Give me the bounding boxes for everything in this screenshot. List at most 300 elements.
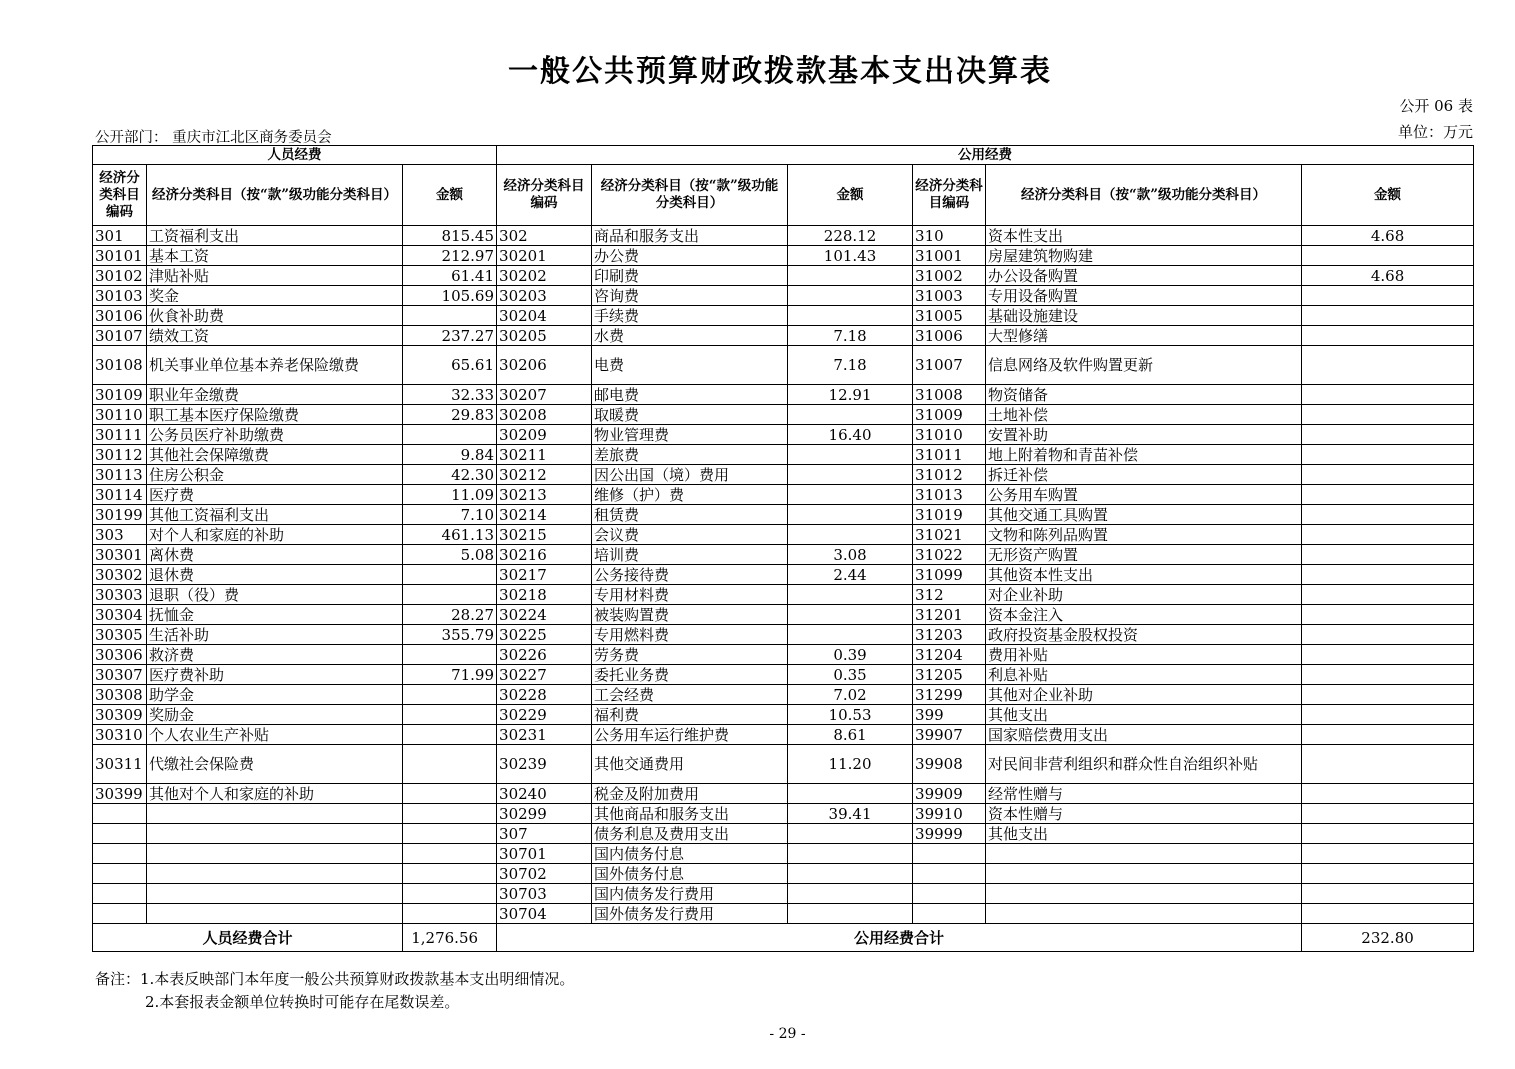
amount-cell bbox=[1302, 745, 1474, 784]
item-cell: 手续费 bbox=[592, 306, 788, 326]
item-cell: 其他交通工具购置 bbox=[986, 505, 1302, 525]
unit-label: 单位：万元 bbox=[1397, 123, 1473, 141]
item-cell: 助学金 bbox=[147, 685, 403, 705]
amount-cell bbox=[788, 306, 913, 326]
amount-cell: 16.40 bbox=[788, 425, 913, 445]
code-cell: 31099 bbox=[913, 565, 986, 585]
code-cell: 31012 bbox=[913, 465, 986, 485]
amount-cell bbox=[1302, 465, 1474, 485]
amount-cell bbox=[403, 685, 497, 705]
code-cell: 30212 bbox=[497, 465, 592, 485]
item-cell bbox=[147, 804, 403, 824]
code-cell: 39999 bbox=[913, 824, 986, 844]
code-cell: 30208 bbox=[497, 405, 592, 425]
code-cell: 30302 bbox=[93, 565, 147, 585]
code-cell: 30205 bbox=[497, 326, 592, 346]
public-total-label: 公用经费合计 bbox=[497, 924, 1302, 952]
amount-cell bbox=[788, 844, 913, 864]
code-cell: 30216 bbox=[497, 545, 592, 565]
amount-cell bbox=[1302, 725, 1474, 745]
code-cell: 31008 bbox=[913, 385, 986, 405]
code-cell: 30203 bbox=[497, 286, 592, 306]
item-cell: 大型修缮 bbox=[986, 326, 1302, 346]
amount-cell bbox=[403, 784, 497, 804]
amount-cell bbox=[1302, 445, 1474, 465]
code-cell: 30301 bbox=[93, 545, 147, 565]
amount-cell: 71.99 bbox=[403, 665, 497, 685]
item-cell: 津贴补贴 bbox=[147, 266, 403, 286]
item-cell: 公务用车运行维护费 bbox=[592, 725, 788, 745]
item-cell: 土地补偿 bbox=[986, 405, 1302, 425]
code-cell: 30226 bbox=[497, 645, 592, 665]
item-cell: 差旅费 bbox=[592, 445, 788, 465]
personnel-total-value: 1,276.56 bbox=[403, 924, 497, 952]
table-row bbox=[93, 226, 1474, 246]
col-header-amount: 金额 bbox=[1302, 165, 1474, 226]
amount-cell bbox=[788, 405, 913, 425]
code-cell: 301 bbox=[93, 226, 147, 246]
amount-cell bbox=[1302, 405, 1474, 425]
item-cell bbox=[147, 904, 403, 924]
amount-cell: 32.33 bbox=[403, 385, 497, 405]
amount-cell bbox=[788, 485, 913, 505]
code-cell: 303 bbox=[93, 525, 147, 545]
amount-cell: 212.97 bbox=[403, 246, 497, 266]
item-cell: 房屋建筑物购建 bbox=[986, 246, 1302, 266]
code-cell: 31205 bbox=[913, 665, 986, 685]
note-line: 备注：1.本表反映部门本年度一般公共预算财政拨款基本支出明细情况。 bbox=[95, 970, 575, 988]
code-cell: 30112 bbox=[93, 445, 147, 465]
code-cell: 30399 bbox=[93, 784, 147, 804]
item-cell: 其他交通费用 bbox=[592, 745, 788, 784]
amount-cell: 5.08 bbox=[403, 545, 497, 565]
item-cell: 专用材料费 bbox=[592, 585, 788, 605]
amount-cell bbox=[403, 844, 497, 864]
amount-cell bbox=[1302, 525, 1474, 545]
amount-cell bbox=[403, 565, 497, 585]
amount-cell bbox=[788, 465, 913, 485]
table-row bbox=[93, 425, 1474, 445]
code-cell bbox=[93, 864, 147, 884]
col-header-amount: 金额 bbox=[788, 165, 913, 226]
code-cell bbox=[93, 824, 147, 844]
code-cell: 30240 bbox=[497, 784, 592, 804]
amount-cell bbox=[1302, 585, 1474, 605]
code-cell: 30114 bbox=[93, 485, 147, 505]
amount-cell: 7.02 bbox=[788, 685, 913, 705]
item-cell: 劳务费 bbox=[592, 645, 788, 665]
item-cell: 医疗费 bbox=[147, 485, 403, 505]
item-cell: 其他社会保障缴费 bbox=[147, 445, 403, 465]
amount-cell bbox=[788, 585, 913, 605]
amount-cell bbox=[403, 306, 497, 326]
code-cell: 30702 bbox=[497, 864, 592, 884]
code-cell: 30309 bbox=[93, 705, 147, 725]
table-row bbox=[93, 884, 1474, 904]
amount-cell bbox=[788, 864, 913, 884]
item-cell: 咨询费 bbox=[592, 286, 788, 306]
table-row bbox=[93, 864, 1474, 884]
page-title: 一般公共预算财政拨款基本支出决算表 bbox=[508, 54, 1052, 89]
item-cell: 生活补助 bbox=[147, 625, 403, 645]
amount-cell bbox=[1302, 425, 1474, 445]
item-cell: 伙食补助费 bbox=[147, 306, 403, 326]
amount-cell bbox=[403, 645, 497, 665]
item-cell: 退职（役）费 bbox=[147, 585, 403, 605]
amount-cell bbox=[788, 266, 913, 286]
code-cell: 30703 bbox=[497, 884, 592, 904]
code-cell: 30214 bbox=[497, 505, 592, 525]
amount-cell bbox=[1302, 286, 1474, 306]
col-header-code: 经济分类科目编码 bbox=[497, 165, 592, 226]
amount-cell bbox=[788, 605, 913, 625]
amount-cell bbox=[1302, 645, 1474, 665]
code-cell: 31009 bbox=[913, 405, 986, 425]
code-cell: 312 bbox=[913, 585, 986, 605]
code-cell bbox=[93, 804, 147, 824]
item-cell: 公务接待费 bbox=[592, 565, 788, 585]
amount-cell: 101.43 bbox=[788, 246, 913, 266]
item-cell bbox=[147, 824, 403, 844]
item-cell: 抚恤金 bbox=[147, 605, 403, 625]
col-header-code: 经济分类科目编码 bbox=[93, 165, 147, 226]
item-cell: 医疗费补助 bbox=[147, 665, 403, 685]
amount-cell bbox=[788, 286, 913, 306]
item-cell: 国外债务发行费用 bbox=[592, 904, 788, 924]
code-cell: 30107 bbox=[93, 326, 147, 346]
personnel-group-header: 人员经费 bbox=[93, 146, 497, 165]
table-row bbox=[93, 485, 1474, 505]
amount-cell: 2.44 bbox=[788, 565, 913, 585]
amount-cell: 0.39 bbox=[788, 645, 913, 665]
code-cell: 39910 bbox=[913, 804, 986, 824]
amount-cell: 4.68 bbox=[1302, 226, 1474, 246]
code-cell: 30228 bbox=[497, 685, 592, 705]
item-cell: 公务员医疗补助缴费 bbox=[147, 425, 403, 445]
amount-cell bbox=[403, 745, 497, 784]
table-row bbox=[93, 505, 1474, 525]
amount-cell bbox=[788, 884, 913, 904]
item-cell: 其他对个人和家庭的补助 bbox=[147, 784, 403, 804]
table-row bbox=[93, 306, 1474, 326]
table-row bbox=[93, 346, 1474, 385]
item-cell: 救济费 bbox=[147, 645, 403, 665]
item-cell: 对民间非营利组织和群众性自治组织补贴 bbox=[986, 745, 1302, 784]
table-row bbox=[93, 465, 1474, 485]
amount-cell bbox=[403, 824, 497, 844]
code-cell: 30304 bbox=[93, 605, 147, 625]
amount-cell bbox=[788, 505, 913, 525]
item-cell: 职工基本医疗保险缴费 bbox=[147, 405, 403, 425]
amount-cell: 237.27 bbox=[403, 326, 497, 346]
code-cell: 31013 bbox=[913, 485, 986, 505]
code-cell: 39909 bbox=[913, 784, 986, 804]
amount-cell: 4.68 bbox=[1302, 266, 1474, 286]
item-cell: 福利费 bbox=[592, 705, 788, 725]
code-cell: 30111 bbox=[93, 425, 147, 445]
amount-cell: 42.30 bbox=[403, 465, 497, 485]
code-cell: 31010 bbox=[913, 425, 986, 445]
code-cell: 30204 bbox=[497, 306, 592, 326]
item-cell: 邮电费 bbox=[592, 385, 788, 405]
notes bbox=[95, 968, 574, 1014]
item-cell: 委托业务费 bbox=[592, 665, 788, 685]
amount-cell: 11.09 bbox=[403, 485, 497, 505]
amount-cell bbox=[788, 625, 913, 645]
item-cell: 对企业补助 bbox=[986, 585, 1302, 605]
item-cell: 奖金 bbox=[147, 286, 403, 306]
amount-cell bbox=[1302, 864, 1474, 884]
table-row bbox=[93, 445, 1474, 465]
item-cell: 会议费 bbox=[592, 525, 788, 545]
item-cell bbox=[986, 844, 1302, 864]
item-cell: 个人农业生产补贴 bbox=[147, 725, 403, 745]
item-cell: 被装购置费 bbox=[592, 605, 788, 625]
code-cell bbox=[913, 904, 986, 924]
item-cell: 其他支出 bbox=[986, 705, 1302, 725]
item-cell: 拆迁补偿 bbox=[986, 465, 1302, 485]
item-cell: 绩效工资 bbox=[147, 326, 403, 346]
item-cell: 维修（护）费 bbox=[592, 485, 788, 505]
item-cell: 其他支出 bbox=[986, 824, 1302, 844]
code-cell: 31299 bbox=[913, 685, 986, 705]
table-row bbox=[93, 844, 1474, 864]
table-row bbox=[93, 665, 1474, 685]
table-row bbox=[93, 585, 1474, 605]
code-cell: 31003 bbox=[913, 286, 986, 306]
amount-cell: 355.79 bbox=[403, 625, 497, 645]
amount-cell bbox=[1302, 505, 1474, 525]
table-row bbox=[93, 326, 1474, 346]
item-cell: 职业年金缴费 bbox=[147, 385, 403, 405]
code-cell bbox=[913, 864, 986, 884]
amount-cell bbox=[1302, 605, 1474, 625]
code-cell: 31203 bbox=[913, 625, 986, 645]
table-row bbox=[93, 545, 1474, 565]
budget-table bbox=[92, 145, 1474, 952]
item-cell: 利息补贴 bbox=[986, 665, 1302, 685]
item-cell: 住房公积金 bbox=[147, 465, 403, 485]
code-cell: 30215 bbox=[497, 525, 592, 545]
table-row bbox=[93, 824, 1474, 844]
amount-cell: 39.41 bbox=[788, 804, 913, 824]
amount-cell: 7.18 bbox=[788, 326, 913, 346]
col-header-item: 经济分类科目（按“款”级功能分类科目） bbox=[147, 165, 403, 226]
item-cell: 专用燃料费 bbox=[592, 625, 788, 645]
amount-cell: 29.83 bbox=[403, 405, 497, 425]
amount-cell bbox=[788, 784, 913, 804]
personnel-total-label: 人员经费合计 bbox=[93, 924, 403, 952]
item-cell: 税金及附加费用 bbox=[592, 784, 788, 804]
item-cell: 商品和服务支出 bbox=[592, 226, 788, 246]
public-group-header: 公用经费 bbox=[497, 146, 1474, 165]
code-cell: 30109 bbox=[93, 385, 147, 405]
amount-cell bbox=[403, 425, 497, 445]
amount-cell bbox=[788, 445, 913, 465]
code-cell: 30199 bbox=[93, 505, 147, 525]
code-cell: 30106 bbox=[93, 306, 147, 326]
item-cell: 经常性赠与 bbox=[986, 784, 1302, 804]
code-cell: 31204 bbox=[913, 645, 986, 665]
col-header-code: 经济分类科目编码 bbox=[913, 165, 986, 226]
col-header-item: 经济分类科目（按“款”级功能分类科目） bbox=[986, 165, 1302, 226]
amount-cell bbox=[1302, 844, 1474, 864]
item-cell bbox=[147, 844, 403, 864]
amount-cell bbox=[403, 904, 497, 924]
amount-cell: 8.61 bbox=[788, 725, 913, 745]
table-row bbox=[93, 725, 1474, 745]
code-cell: 31201 bbox=[913, 605, 986, 625]
col-header-item: 经济分类科目（按“款”级功能分类科目） bbox=[592, 165, 788, 226]
table-row bbox=[93, 286, 1474, 306]
amount-cell: 105.69 bbox=[403, 286, 497, 306]
table-row bbox=[93, 804, 1474, 824]
amount-cell bbox=[1302, 385, 1474, 405]
item-cell: 工资福利支出 bbox=[147, 226, 403, 246]
item-cell: 电费 bbox=[592, 346, 788, 385]
code-cell: 399 bbox=[913, 705, 986, 725]
item-cell: 文物和陈列品购置 bbox=[986, 525, 1302, 545]
item-cell: 其他商品和服务支出 bbox=[592, 804, 788, 824]
amount-cell: 3.08 bbox=[788, 545, 913, 565]
table-row bbox=[93, 565, 1474, 585]
amount-cell bbox=[1302, 665, 1474, 685]
public-total-value: 232.80 bbox=[1302, 924, 1474, 952]
item-cell: 物资储备 bbox=[986, 385, 1302, 405]
table-row bbox=[93, 685, 1474, 705]
item-cell: 安置补助 bbox=[986, 425, 1302, 445]
table-row bbox=[93, 705, 1474, 725]
item-cell: 对个人和家庭的补助 bbox=[147, 525, 403, 545]
code-cell: 30310 bbox=[93, 725, 147, 745]
code-cell: 310 bbox=[913, 226, 986, 246]
amount-cell bbox=[1302, 685, 1474, 705]
item-cell: 无形资产购置 bbox=[986, 545, 1302, 565]
code-cell: 31011 bbox=[913, 445, 986, 465]
table-row bbox=[93, 525, 1474, 545]
amount-cell bbox=[403, 725, 497, 745]
amount-cell bbox=[1302, 485, 1474, 505]
amount-cell bbox=[403, 864, 497, 884]
item-cell: 专用设备购置 bbox=[986, 286, 1302, 306]
item-cell bbox=[986, 864, 1302, 884]
item-cell: 培训费 bbox=[592, 545, 788, 565]
code-cell: 31002 bbox=[913, 266, 986, 286]
item-cell: 水费 bbox=[592, 326, 788, 346]
item-cell: 奖励金 bbox=[147, 705, 403, 725]
item-cell: 国内债务发行费用 bbox=[592, 884, 788, 904]
code-cell bbox=[913, 884, 986, 904]
code-cell: 30101 bbox=[93, 246, 147, 266]
item-cell: 地上附着物和青苗补偿 bbox=[986, 445, 1302, 465]
code-cell: 30306 bbox=[93, 645, 147, 665]
amount-cell bbox=[1302, 784, 1474, 804]
amount-cell: 65.61 bbox=[403, 346, 497, 385]
amount-cell bbox=[1302, 705, 1474, 725]
table-row bbox=[93, 625, 1474, 645]
item-cell: 办公费 bbox=[592, 246, 788, 266]
amount-cell bbox=[1302, 246, 1474, 266]
col-header-amount: 金额 bbox=[403, 165, 497, 226]
item-cell: 债务利息及费用支出 bbox=[592, 824, 788, 844]
item-cell: 其他对企业补助 bbox=[986, 685, 1302, 705]
code-cell: 30299 bbox=[497, 804, 592, 824]
code-cell: 31001 bbox=[913, 246, 986, 266]
table-row bbox=[93, 784, 1474, 804]
amount-cell bbox=[403, 804, 497, 824]
code-cell: 30213 bbox=[497, 485, 592, 505]
code-cell: 30311 bbox=[93, 745, 147, 784]
table-row bbox=[93, 266, 1474, 286]
code-cell bbox=[93, 884, 147, 904]
table-row bbox=[93, 246, 1474, 266]
code-cell: 30207 bbox=[497, 385, 592, 405]
note-line: 2.本套报表金额单位转换时可能存在尾数误差。 bbox=[145, 993, 460, 1011]
item-cell: 信息网络及软件购置更新 bbox=[986, 346, 1302, 385]
code-cell: 302 bbox=[497, 226, 592, 246]
amount-cell bbox=[788, 904, 913, 924]
code-cell: 30218 bbox=[497, 585, 592, 605]
code-cell: 30224 bbox=[497, 605, 592, 625]
item-cell: 资本性支出 bbox=[986, 226, 1302, 246]
amount-cell: 7.18 bbox=[788, 346, 913, 385]
item-cell: 物业管理费 bbox=[592, 425, 788, 445]
item-cell bbox=[147, 864, 403, 884]
item-cell bbox=[147, 884, 403, 904]
amount-cell bbox=[788, 525, 913, 545]
code-cell: 30303 bbox=[93, 585, 147, 605]
code-cell: 39908 bbox=[913, 745, 986, 784]
table-row bbox=[93, 605, 1474, 625]
code-cell: 31006 bbox=[913, 326, 986, 346]
code-cell: 30211 bbox=[497, 445, 592, 465]
amount-cell bbox=[1302, 545, 1474, 565]
code-cell: 30202 bbox=[497, 266, 592, 286]
code-cell: 30307 bbox=[93, 665, 147, 685]
code-cell: 30225 bbox=[497, 625, 592, 645]
amount-cell bbox=[1302, 565, 1474, 585]
amount-cell bbox=[1302, 326, 1474, 346]
code-cell bbox=[913, 844, 986, 864]
table-row bbox=[93, 645, 1474, 665]
amount-cell: 11.20 bbox=[788, 745, 913, 784]
item-cell: 国外债务付息 bbox=[592, 864, 788, 884]
item-cell bbox=[986, 904, 1302, 924]
code-cell: 31007 bbox=[913, 346, 986, 385]
table-row bbox=[93, 745, 1474, 784]
item-cell: 代缴社会保险费 bbox=[147, 745, 403, 784]
page-number: - 29 - bbox=[769, 1026, 806, 1042]
item-cell: 离休费 bbox=[147, 545, 403, 565]
item-cell: 工会经费 bbox=[592, 685, 788, 705]
code-cell: 30308 bbox=[93, 685, 147, 705]
amount-cell bbox=[1302, 625, 1474, 645]
amount-cell: 28.27 bbox=[403, 605, 497, 625]
amount-cell bbox=[1302, 804, 1474, 824]
code-cell: 307 bbox=[497, 824, 592, 844]
code-cell: 31021 bbox=[913, 525, 986, 545]
item-cell: 租赁费 bbox=[592, 505, 788, 525]
item-cell bbox=[986, 884, 1302, 904]
code-cell: 30305 bbox=[93, 625, 147, 645]
amount-cell bbox=[1302, 346, 1474, 385]
code-cell: 30239 bbox=[497, 745, 592, 784]
amount-cell bbox=[403, 705, 497, 725]
code-cell: 31019 bbox=[913, 505, 986, 525]
item-cell: 印刷费 bbox=[592, 266, 788, 286]
item-cell: 因公出国（境）费用 bbox=[592, 465, 788, 485]
amount-cell: 228.12 bbox=[788, 226, 913, 246]
